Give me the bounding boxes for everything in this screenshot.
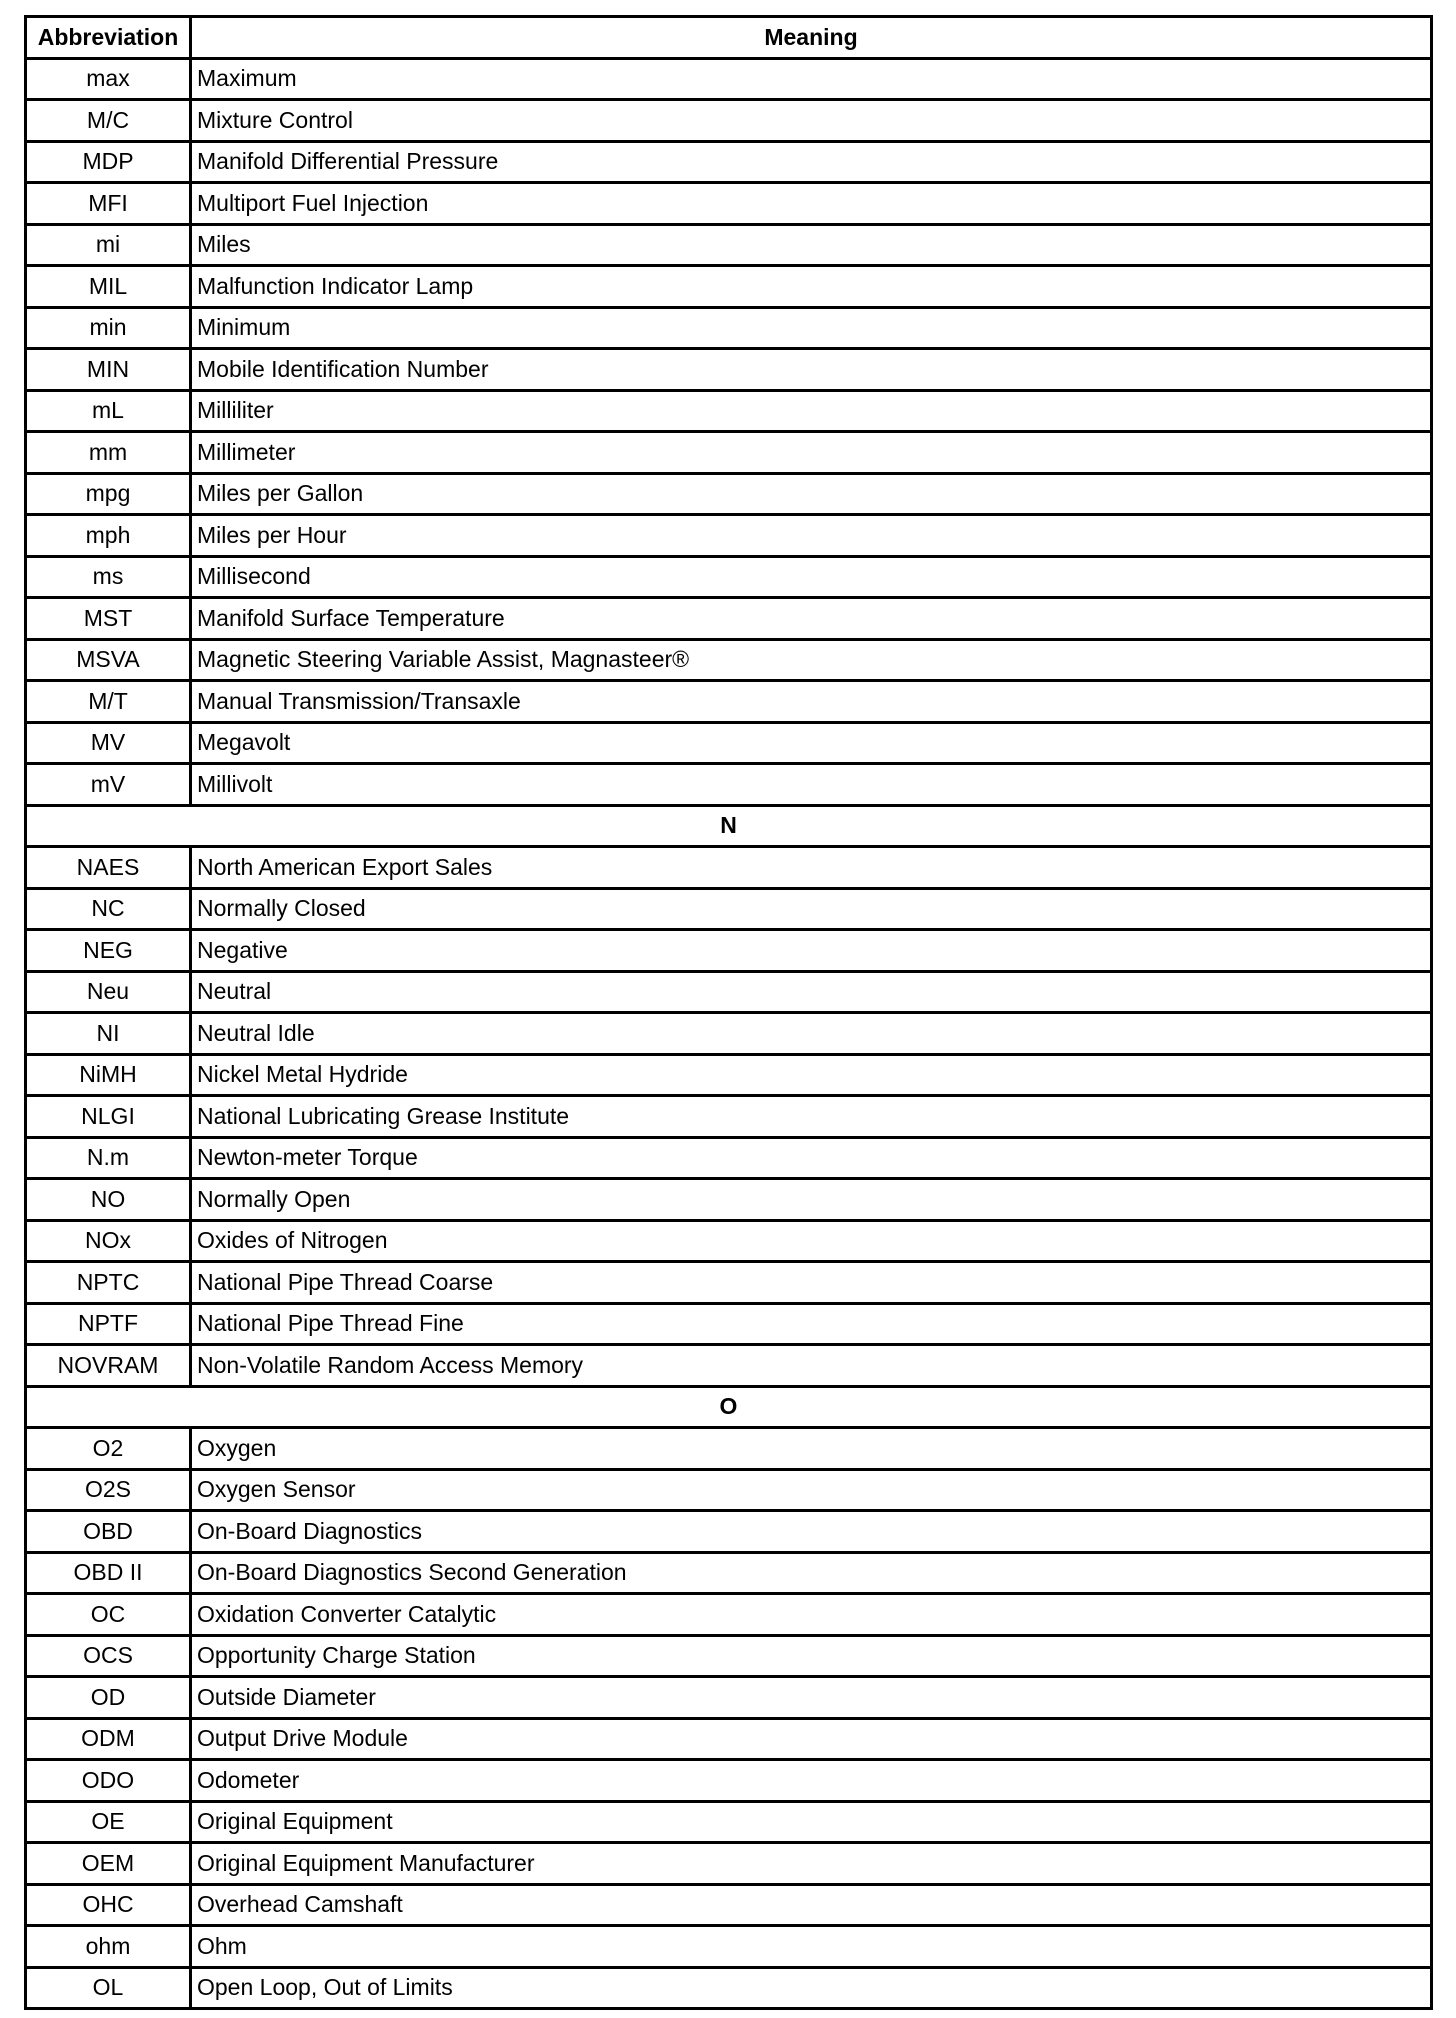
abbreviation-cell: mi <box>26 224 191 266</box>
table-row <box>26 764 1432 806</box>
meaning-cell: Milliliter <box>191 390 1432 432</box>
table-row <box>26 1843 1432 1885</box>
meaning-cell: National Pipe Thread Coarse <box>191 1262 1432 1304</box>
abbreviation-cell: NAES <box>26 847 191 889</box>
meaning-cell: Overhead Camshaft <box>191 1884 1432 1926</box>
meaning-cell: Magnetic Steering Variable Assist, Magnasteer® <box>191 639 1432 681</box>
meaning-cell: Normally Open <box>191 1179 1432 1221</box>
table-row <box>26 971 1432 1013</box>
table-row <box>26 473 1432 515</box>
abbreviation-cell: NiMH <box>26 1054 191 1096</box>
abbreviation-cell: NI <box>26 1013 191 1055</box>
table-row <box>26 1635 1432 1677</box>
table-row <box>26 1096 1432 1138</box>
meaning-column-header: Meaning <box>191 17 1432 59</box>
meaning-cell: Original Equipment <box>191 1801 1432 1843</box>
abbreviation-cell: M/C <box>26 100 191 142</box>
table-row <box>26 1469 1432 1511</box>
table-row <box>26 1801 1432 1843</box>
table-row <box>26 556 1432 598</box>
meaning-cell: Minimum <box>191 307 1432 349</box>
abbreviation-cell: mm <box>26 432 191 474</box>
table-row <box>26 1926 1432 1968</box>
table-row <box>26 930 1432 972</box>
abbreviation-cell: NOVRAM <box>26 1345 191 1387</box>
meaning-cell: Non-Volatile Random Access Memory <box>191 1345 1432 1387</box>
abbreviation-cell: ohm <box>26 1926 191 1968</box>
meaning-cell: Outside Diameter <box>191 1677 1432 1719</box>
table-row <box>26 224 1432 266</box>
abbreviation-cell: NOx <box>26 1220 191 1262</box>
abbreviation-cell: MSVA <box>26 639 191 681</box>
meaning-cell: Neutral Idle <box>191 1013 1432 1055</box>
meaning-cell: Oxygen Sensor <box>191 1469 1432 1511</box>
meaning-cell: Mixture Control <box>191 100 1432 142</box>
abbreviation-cell: ODM <box>26 1718 191 1760</box>
meaning-cell: Manifold Differential Pressure <box>191 141 1432 183</box>
abbreviation-cell: Neu <box>26 971 191 1013</box>
meaning-cell: Manifold Surface Temperature <box>191 598 1432 640</box>
meaning-cell: Newton-meter Torque <box>191 1137 1432 1179</box>
table-row <box>26 1677 1432 1719</box>
meaning-cell: Oxides of Nitrogen <box>191 1220 1432 1262</box>
abbreviation-cell: O2 <box>26 1428 191 1470</box>
table-row <box>26 681 1432 723</box>
meaning-cell: Manual Transmission/Transaxle <box>191 681 1432 723</box>
abbreviation-table <box>24 15 1433 2010</box>
abbreviation-cell: NC <box>26 888 191 930</box>
meaning-cell: Negative <box>191 930 1432 972</box>
table-row <box>26 1967 1432 2009</box>
table-row <box>26 1220 1432 1262</box>
meaning-cell: Mobile Identification Number <box>191 349 1432 391</box>
meaning-cell: North American Export Sales <box>191 847 1432 889</box>
table-row <box>26 639 1432 681</box>
abbreviation-cell: min <box>26 307 191 349</box>
section-header-row <box>26 1386 1432 1428</box>
table-row <box>26 390 1432 432</box>
abbreviation-cell: mph <box>26 515 191 557</box>
abbreviation-cell: OC <box>26 1594 191 1636</box>
meaning-cell: Miles per Hour <box>191 515 1432 557</box>
abbreviation-cell: OE <box>26 1801 191 1843</box>
table-row <box>26 1179 1432 1221</box>
table-row <box>26 100 1432 142</box>
table-row <box>26 183 1432 225</box>
table-row <box>26 307 1432 349</box>
abbreviation-cell: O2S <box>26 1469 191 1511</box>
abbreviation-cell: MIL <box>26 266 191 308</box>
meaning-cell: Oxygen <box>191 1428 1432 1470</box>
table-row <box>26 1137 1432 1179</box>
abbreviation-column-header: Abbreviation <box>26 17 191 59</box>
abbreviation-cell: NO <box>26 1179 191 1221</box>
section-header-row <box>26 805 1432 847</box>
table-row <box>26 722 1432 764</box>
meaning-cell: Normally Closed <box>191 888 1432 930</box>
abbreviation-cell: mL <box>26 390 191 432</box>
table-row <box>26 1303 1432 1345</box>
abbreviation-cell: NPTC <box>26 1262 191 1304</box>
meaning-cell: Malfunction Indicator Lamp <box>191 266 1432 308</box>
abbreviation-cell: mV <box>26 764 191 806</box>
abbreviation-cell: MDP <box>26 141 191 183</box>
table-row <box>26 266 1432 308</box>
abbreviation-cell: mpg <box>26 473 191 515</box>
abbreviation-cell: ODO <box>26 1760 191 1802</box>
table-body <box>26 58 1432 2009</box>
meaning-cell: Millivolt <box>191 764 1432 806</box>
table-row <box>26 1552 1432 1594</box>
table-row <box>26 58 1432 100</box>
abbreviation-cell: OHC <box>26 1884 191 1926</box>
meaning-cell: On-Board Diagnostics Second Generation <box>191 1552 1432 1594</box>
meaning-cell: Ohm <box>191 1926 1432 1968</box>
table-row <box>26 847 1432 889</box>
abbreviation-cell: MFI <box>26 183 191 225</box>
abbreviation-cell: ms <box>26 556 191 598</box>
meaning-cell: Maximum <box>191 58 1432 100</box>
abbreviation-cell: NEG <box>26 930 191 972</box>
abbreviation-cell: MV <box>26 722 191 764</box>
table-row <box>26 1013 1432 1055</box>
table-row <box>26 1511 1432 1553</box>
abbreviation-cell: MIN <box>26 349 191 391</box>
meaning-cell: Multiport Fuel Injection <box>191 183 1432 225</box>
table-row <box>26 432 1432 474</box>
meaning-cell: Miles per Gallon <box>191 473 1432 515</box>
table-row <box>26 888 1432 930</box>
meaning-cell: Neutral <box>191 971 1432 1013</box>
meaning-cell: Opportunity Charge Station <box>191 1635 1432 1677</box>
abbreviation-cell: OBD II <box>26 1552 191 1594</box>
meaning-cell: Miles <box>191 224 1432 266</box>
meaning-cell: Open Loop, Out of Limits <box>191 1967 1432 2009</box>
table-header-row <box>26 17 1432 59</box>
table-row <box>26 598 1432 640</box>
abbreviation-cell: NPTF <box>26 1303 191 1345</box>
table-row <box>26 1262 1432 1304</box>
abbreviation-cell: OD <box>26 1677 191 1719</box>
meaning-cell: Millisecond <box>191 556 1432 598</box>
table-row <box>26 515 1432 557</box>
abbreviation-cell: OEM <box>26 1843 191 1885</box>
meaning-cell: Output Drive Module <box>191 1718 1432 1760</box>
section-letter: N <box>26 805 1432 847</box>
abbreviation-cell: OCS <box>26 1635 191 1677</box>
table-row <box>26 1428 1432 1470</box>
abbreviation-cell: NLGI <box>26 1096 191 1138</box>
table-row <box>26 1884 1432 1926</box>
meaning-cell: Oxidation Converter Catalytic <box>191 1594 1432 1636</box>
meaning-cell: Original Equipment Manufacturer <box>191 1843 1432 1885</box>
table-row <box>26 1594 1432 1636</box>
meaning-cell: Megavolt <box>191 722 1432 764</box>
meaning-cell: National Pipe Thread Fine <box>191 1303 1432 1345</box>
table-row <box>26 141 1432 183</box>
meaning-cell: National Lubricating Grease Institute <box>191 1096 1432 1138</box>
abbreviation-cell: OL <box>26 1967 191 2009</box>
table-row <box>26 349 1432 391</box>
table-row <box>26 1718 1432 1760</box>
meaning-cell: Nickel Metal Hydride <box>191 1054 1432 1096</box>
table-row <box>26 1760 1432 1802</box>
abbreviation-cell: max <box>26 58 191 100</box>
meaning-cell: On-Board Diagnostics <box>191 1511 1432 1553</box>
abbreviation-cell: M/T <box>26 681 191 723</box>
section-letter: O <box>26 1386 1432 1428</box>
abbreviation-cell: MST <box>26 598 191 640</box>
meaning-cell: Odometer <box>191 1760 1432 1802</box>
meaning-cell: Millimeter <box>191 432 1432 474</box>
abbreviation-cell: OBD <box>26 1511 191 1553</box>
abbreviation-cell: N.m <box>26 1137 191 1179</box>
table-row <box>26 1054 1432 1096</box>
table-row <box>26 1345 1432 1387</box>
